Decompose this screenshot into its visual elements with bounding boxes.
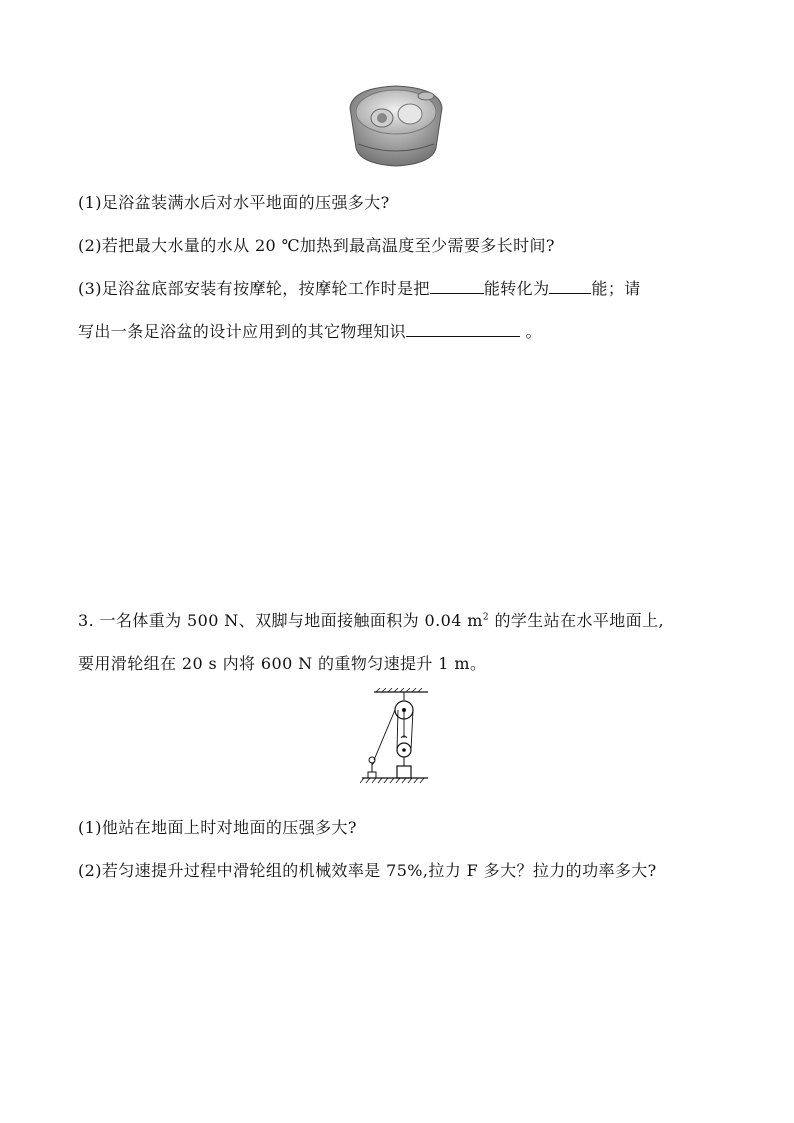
problem-3-intro-b: 的学生站在水平地面上,	[488, 611, 664, 630]
question-3-1: (1)他站在地面上时对地面的压强多大?	[78, 818, 357, 837]
question-2-3-text-b: 能转化为	[483, 279, 550, 298]
answer-blank-energy-to[interactable]	[549, 279, 591, 294]
answer-blank-physics-knowledge[interactable]	[406, 322, 520, 337]
question-2-3-text-a: (3)足浴盆底部安装有按摩轮，按摩轮工作时是把	[78, 279, 430, 298]
foot-bath-image	[344, 78, 448, 170]
problem-3-intro-line2: 要用滑轮组在 20 s 内将 600 N 的重物匀速提升 1 m。	[78, 654, 487, 673]
question-2-2: (2)若把最大水量的水从 20 ℃加热到最高温度至少需要多长时间?	[78, 236, 555, 255]
question-2-3-end: 。	[520, 322, 542, 341]
question-2-3-line2	[78, 319, 542, 342]
question-2-3	[78, 276, 641, 299]
pulley-system-diagram	[360, 688, 430, 794]
problem-3-intro-line1	[78, 608, 664, 631]
question-2-3-text-d: 写出一条足浴盆的设计应用到的其它物理知识	[78, 322, 407, 341]
question-3-2: (2)若匀速提升过程中滑轮组的机械效率是 75%,拉力 F 多大？拉力的功率多大?	[78, 861, 657, 880]
question-2-3-text-c: 能；请	[591, 279, 641, 298]
problem-3-intro-sup: 2	[482, 612, 489, 623]
answer-blank-energy-from[interactable]	[430, 279, 484, 294]
question-2-1: (1)足浴盆装满水后对水平地面的压强多大?	[78, 193, 390, 212]
problem-3-intro-a: 3. 一名体重为 500 N、双脚与地面接触面积为 0.04 m	[78, 611, 483, 630]
